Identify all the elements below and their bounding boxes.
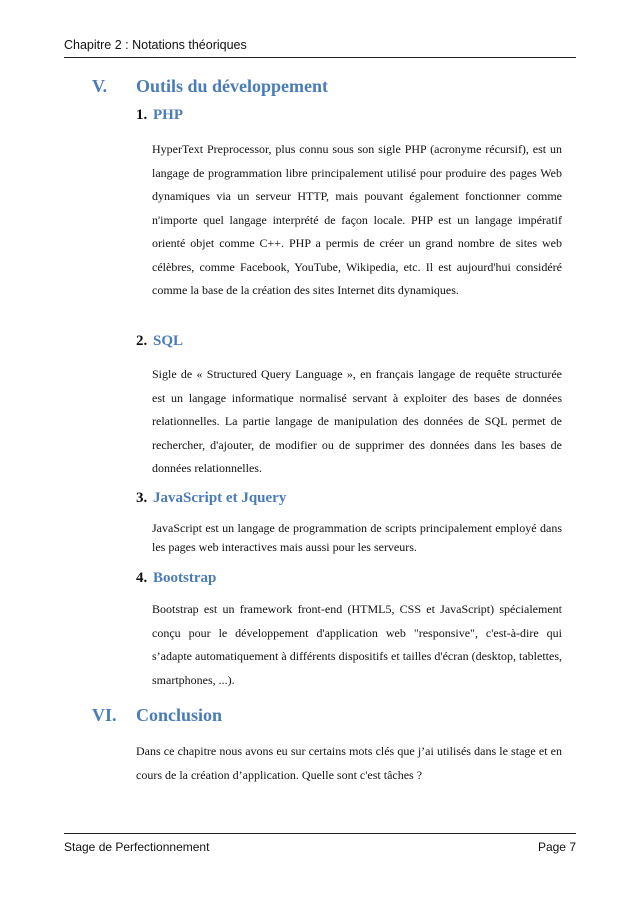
paragraph: JavaScript est un langage de programmation de scripts principalement employé dans les pages web interactives mais aussi pour les serveurs. <box>152 521 562 554</box>
page-number: Page 7 <box>537 840 576 854</box>
section-number: VI. <box>92 705 117 725</box>
paragraph: Dans ce chapitre nous avons eu sur certains mots clés que j’ai utilisés dans le stage et en cours de la création d’application. Quelle sont c'est tâches ? <box>136 744 562 782</box>
subsection-title: JavaScript et Jquery <box>153 490 287 506</box>
footer-label: Stage de Perfectionnement <box>64 840 210 854</box>
header-divider <box>64 57 576 58</box>
subsection-title: Bootstrap <box>153 570 217 586</box>
page-header: Chapitre 2 : Notations théoriques <box>64 38 247 52</box>
subsection-title: SQL <box>153 333 184 349</box>
subsection-number: 1. <box>136 107 148 123</box>
section-title: Outils du développement <box>136 76 329 96</box>
paragraph: Bootstrap est un framework front-end (HTML5, CSS et JavaScript) spécialement conçu pour le développement d'application web "responsive", c'est-à-dire qui s’adapte automatiquement à différents dispositifs et tailles d'écran (desktop, tablettes, smartphones, ...). <box>152 602 562 687</box>
subsection-title: PHP <box>153 107 183 123</box>
subsection-number: 3. <box>136 490 148 506</box>
paragraph: HyperText Preprocessor, plus connu sous son sigle PHP (acronyme récursif), est un langage de programmation libre principalement utilisé pour produire des pages Web dynamiques via un serveur HTTP, mais pouvant également fonctionner comme n'importe quel langage interprété de façon locale. PHP est un langage impératif orienté objet comme C++. PHP a permis de créer un grand nombre de sites web célèbres, comme Facebook, YouTube, Wikipedia, etc. Il est aujourd'hui considéré comme la base de la création des sites Internet dits dynamiques. <box>152 142 562 297</box>
subsection-number: 4. <box>136 570 148 586</box>
section-title: Conclusion <box>136 705 223 725</box>
footer-divider <box>64 833 576 834</box>
subsection-number: 2. <box>136 333 148 349</box>
section-number: V. <box>92 76 108 96</box>
paragraph: Sigle de « Structured Query Language », en français langage de requête structurée est un langage informatique normalisé servant à exploiter des bases de données relationnelles. La partie langage de manipulation des données de SQL permet de rechercher, d'ajouter, de modifier ou de supprimer des données dans les bases de données relationnelles. <box>152 367 562 475</box>
